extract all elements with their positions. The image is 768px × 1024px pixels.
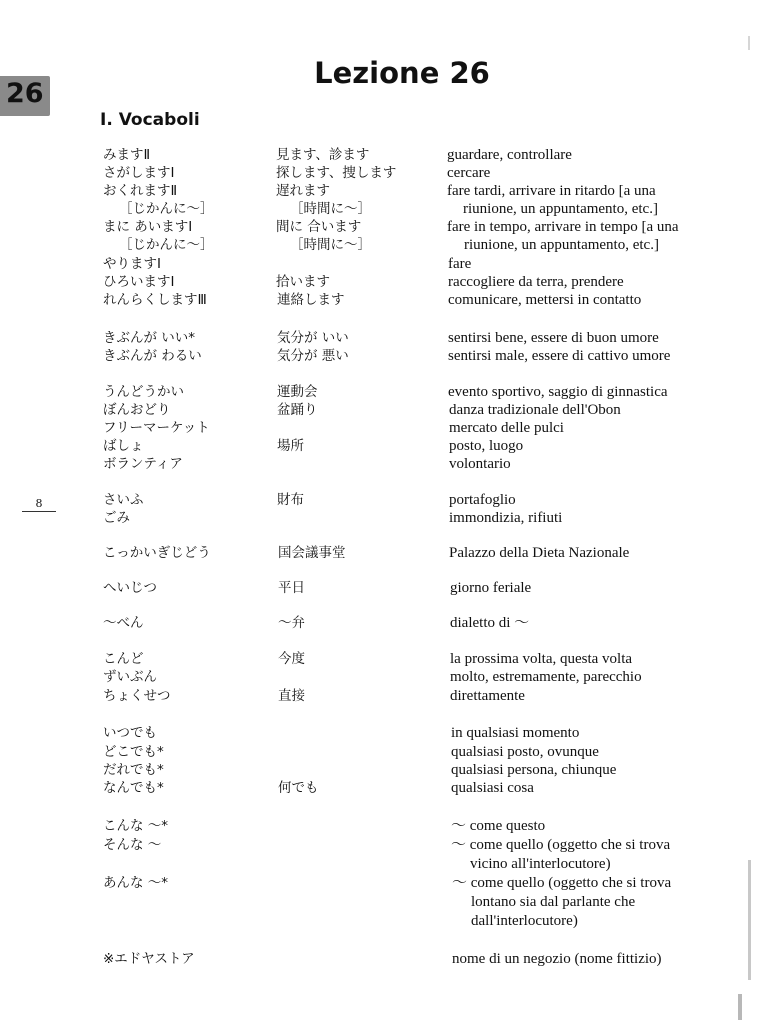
page-number: 8 bbox=[22, 497, 56, 512]
vocab-kana: ひろいますⅠ bbox=[103, 274, 175, 290]
vocab-meaning: dall'interlocutore) bbox=[471, 913, 578, 929]
vocab-kanji: 直接 bbox=[278, 688, 305, 704]
vocab-kana: さがしますⅠ bbox=[103, 165, 175, 181]
vocab-row bbox=[0, 668, 768, 686]
vocab-kana: ［じかんに～］ bbox=[119, 201, 214, 217]
vocab-meaning: Palazzo della Dieta Nazionale bbox=[449, 545, 630, 561]
vocab-kana: そんな ～ bbox=[103, 837, 162, 853]
vocab-kana: こっかいぎじどう bbox=[103, 545, 211, 561]
vocab-kanji: 財布 bbox=[277, 492, 304, 508]
vocab-meaning: molto, estremamente, parecchio bbox=[450, 669, 642, 685]
vocab-kanji: 今度 bbox=[278, 651, 305, 667]
vocab-row bbox=[0, 743, 768, 761]
vocab-kanji: 気分が いい bbox=[277, 330, 349, 346]
vocab-kana: ばしょ bbox=[103, 438, 144, 454]
vocab-kana: へいじつ bbox=[103, 580, 157, 596]
vocab-meaning: direttamente bbox=[450, 688, 525, 704]
vocab-kanji: ［時間に～］ bbox=[290, 201, 371, 217]
vocab-row bbox=[0, 273, 768, 291]
vocab-meaning: ～ come quello (oggetto che si trova bbox=[452, 875, 672, 891]
vocab-kanji: 平日 bbox=[278, 580, 305, 596]
vocab-kana: こんど bbox=[103, 651, 144, 667]
vocab-row bbox=[0, 779, 768, 797]
vocab-kana: れんらくしますⅢ bbox=[103, 292, 207, 308]
page-title: Lezione 26 bbox=[314, 56, 490, 90]
vocab-kanji: 国会議事堂 bbox=[278, 545, 346, 561]
vocab-meaning: lontano sia dal parlante che bbox=[471, 894, 636, 910]
vocab-row bbox=[0, 255, 768, 273]
vocab-kana: きぶんが わるい bbox=[103, 348, 202, 364]
vocab-meaning: riunione, un appuntamento, etc.] bbox=[463, 201, 658, 217]
vocab-meaning: sentirsi male, essere di cattivo umore bbox=[448, 348, 671, 364]
vocab-meaning: immondizia, rifiuti bbox=[449, 510, 563, 526]
vocab-kana: だれでも* bbox=[103, 762, 164, 778]
vocab-meaning: danza tradizionale dell'Obon bbox=[449, 402, 621, 418]
vocab-meaning: portafoglio bbox=[449, 492, 516, 508]
vocab-row bbox=[0, 544, 768, 562]
vocab-meaning: vicino all'interlocutore) bbox=[470, 856, 611, 872]
vocab-kanji: 間に 合います bbox=[276, 219, 362, 235]
vocab-kanji: 連絡します bbox=[277, 292, 345, 308]
vocab-meaning: dialetto di ～ bbox=[450, 615, 530, 631]
vocab-kana: おくれますⅡ bbox=[103, 183, 178, 199]
vocab-row bbox=[0, 817, 768, 835]
vocab-kana: ぼんおどり bbox=[103, 402, 171, 418]
vocab-row bbox=[0, 291, 768, 309]
vocab-meaning: giorno feriale bbox=[450, 580, 532, 596]
vocab-kanji: 運動会 bbox=[277, 384, 318, 400]
vocab-kana: ※エドヤストア bbox=[103, 951, 195, 967]
vocab-meaning: evento sportivo, saggio di ginnastica bbox=[448, 384, 668, 400]
vocab-row bbox=[0, 383, 768, 401]
vocab-kana: なんでも* bbox=[103, 780, 164, 796]
vocab-row bbox=[0, 724, 768, 742]
vocab-meaning: raccogliere da terra, prendere bbox=[448, 274, 624, 290]
vocab-meaning: qualsiasi posto, ovunque bbox=[451, 744, 599, 760]
vocab-kana: やりますⅠ bbox=[103, 256, 161, 272]
vocab-meaning: mercato delle pulci bbox=[449, 420, 564, 436]
vocab-row bbox=[0, 455, 768, 473]
vocab-kanji: 盆踊り bbox=[277, 402, 318, 418]
vocab-kana: ボランティア bbox=[103, 456, 183, 472]
vocab-meaning: guardare, controllare bbox=[447, 147, 572, 163]
section-heading: I. Vocaboli bbox=[100, 110, 200, 130]
vocab-kanji: 見ます、診ます bbox=[276, 147, 370, 163]
vocab-meaning: cercare bbox=[447, 165, 491, 181]
vocab-meaning: riunione, un appuntamento, etc.] bbox=[464, 237, 659, 253]
vocab-row bbox=[0, 491, 768, 509]
vocab-kana: ［じかんに～］ bbox=[119, 237, 214, 253]
vocab-meaning: posto, luogo bbox=[449, 438, 524, 454]
scan-edge-mark bbox=[748, 36, 750, 50]
vocab-meaning: sentirsi bene, essere di buon umore bbox=[448, 330, 659, 346]
vocab-meaning: comunicare, mettersi in contatto bbox=[448, 292, 642, 308]
vocab-kanji: 探します、捜します bbox=[276, 165, 397, 181]
vocab-row bbox=[0, 218, 768, 236]
scan-edge-mark bbox=[738, 994, 742, 1020]
vocab-kanji: 遅れます bbox=[276, 183, 330, 199]
lesson-tab-number: 26 bbox=[6, 78, 44, 109]
vocab-kanji: 拾います bbox=[276, 274, 330, 290]
vocab-row bbox=[0, 329, 768, 347]
vocab-row bbox=[0, 164, 768, 182]
vocab-row bbox=[0, 650, 768, 668]
vocab-kana: どこでも* bbox=[103, 744, 164, 760]
vocab-kana: ちょくせつ bbox=[103, 688, 171, 704]
vocab-row bbox=[0, 855, 768, 873]
vocab-kana: フリーマーケット bbox=[103, 420, 210, 436]
vocab-kana: ごみ bbox=[103, 510, 130, 526]
vocab-kanji: ～弁 bbox=[278, 615, 305, 631]
vocab-row bbox=[0, 200, 768, 218]
vocab-meaning: fare in tempo, arrivare in tempo [a una bbox=[447, 219, 679, 235]
vocab-row bbox=[0, 761, 768, 779]
vocab-meaning: volontario bbox=[449, 456, 511, 472]
vocab-meaning: ～ come quello (oggetto che si trova bbox=[451, 837, 671, 853]
vocab-meaning: qualsiasi cosa bbox=[451, 780, 534, 796]
vocab-kana: こんな ～* bbox=[103, 818, 169, 834]
vocab-row bbox=[0, 419, 768, 437]
vocab-meaning: ～ come questo bbox=[451, 818, 546, 834]
vocab-row bbox=[0, 437, 768, 455]
vocab-meaning: fare tardi, arrivare in ritardo [a una bbox=[447, 183, 656, 199]
vocab-meaning: in qualsiasi momento bbox=[451, 725, 580, 741]
vocab-kana: まに あいますⅠ bbox=[103, 219, 193, 235]
vocab-kana: あんな ～* bbox=[103, 875, 169, 891]
vocab-meaning: la prossima volta, questa volta bbox=[450, 651, 633, 667]
vocab-kanji: 場所 bbox=[277, 438, 304, 454]
vocab-kana: ～べん bbox=[103, 615, 144, 631]
vocab-kanji: 何でも bbox=[278, 780, 319, 796]
vocab-kana: いつでも bbox=[103, 725, 157, 741]
vocab-row bbox=[0, 893, 768, 911]
vocab-row bbox=[0, 146, 768, 164]
vocab-row bbox=[0, 912, 768, 930]
vocab-kanji: ［時間に～］ bbox=[290, 237, 371, 253]
vocab-kana: ずいぶん bbox=[103, 669, 157, 685]
vocab-kanji: 気分が 悪い bbox=[277, 348, 349, 364]
vocab-kana: きぶんが いい* bbox=[103, 330, 196, 346]
vocab-row bbox=[0, 687, 768, 705]
vocab-meaning: qualsiasi persona, chiunque bbox=[451, 762, 617, 778]
vocab-row bbox=[0, 347, 768, 365]
vocab-kana: みますⅡ bbox=[103, 147, 151, 163]
vocab-row bbox=[0, 950, 768, 968]
vocab-kana: さいふ bbox=[103, 492, 144, 508]
vocab-row bbox=[0, 874, 768, 892]
vocab-row bbox=[0, 182, 768, 200]
vocab-row bbox=[0, 836, 768, 854]
vocab-row bbox=[0, 614, 768, 632]
vocab-row bbox=[0, 401, 768, 419]
vocab-row bbox=[0, 236, 768, 254]
vocab-meaning: fare bbox=[448, 256, 472, 272]
vocab-row bbox=[0, 509, 768, 527]
vocab-row bbox=[0, 579, 768, 597]
vocab-meaning: nome di un negozio (nome fittizio) bbox=[452, 951, 662, 967]
vocab-kana: うんどうかい bbox=[103, 384, 184, 400]
